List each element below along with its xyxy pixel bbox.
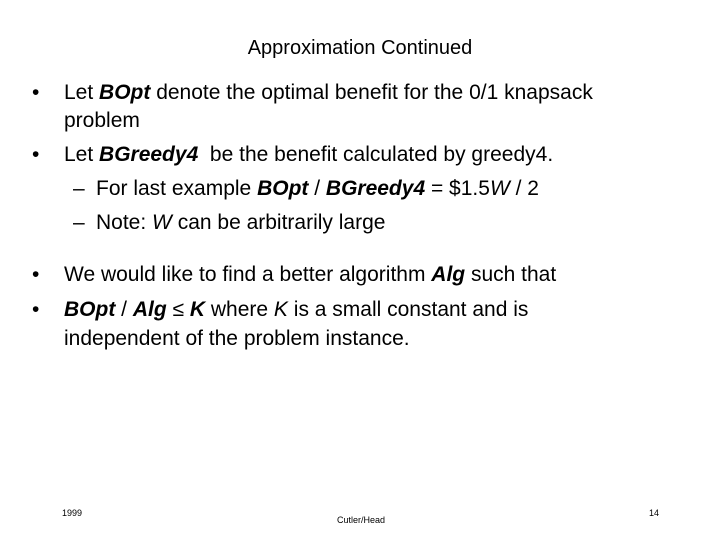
bullet-marker: • (32, 298, 40, 321)
page-number: 14 (649, 508, 660, 518)
bgreedy4-term: BGreedy4 (99, 143, 199, 166)
footer-authors: Cutler/Head (337, 515, 386, 525)
bullet-1-continuation: problem (64, 109, 140, 132)
bullet-4 (64, 297, 528, 323)
w-variable: W (152, 211, 172, 234)
bullet-marker: • (32, 143, 40, 166)
bullet-1-pre: Let (64, 81, 100, 104)
w-variable: W (489, 177, 510, 200)
sub-bullet-1-post1: = $1.5 (425, 177, 490, 200)
sub-bullet-2-post: can be arbitrarily large (171, 211, 386, 234)
sub-bullet-2-pre: Note: (96, 211, 153, 234)
bullet-marker: • (32, 263, 40, 286)
bopt-term: BOpt (99, 81, 151, 104)
footer-year: 1999 (62, 508, 83, 518)
sub-bullet-1 (96, 176, 539, 202)
k-term: K (189, 298, 206, 321)
sub-bullet-2 (96, 210, 385, 236)
bullet-3-pre: We would like to find a better algorithm (64, 263, 432, 286)
bullet-2 (64, 142, 553, 168)
leq-symbol: ≤ (166, 298, 190, 321)
bullet-4-post1: where (205, 298, 274, 321)
bullet-1 (64, 80, 593, 106)
bgreedy4-term: BGreedy4 (325, 177, 426, 200)
bopt-term: BOpt (64, 298, 116, 321)
sub-bullet-dash: – (73, 211, 85, 234)
bullet-3 (64, 262, 556, 288)
alg-term: Alg (431, 263, 466, 286)
sub-bullet-1-pre: For last example (96, 177, 258, 200)
k-variable: K (273, 298, 288, 321)
bullet-1-post: denote the optimal benefit for the 0/1 knapsack (150, 81, 593, 104)
bullet-4-mid: / (115, 298, 133, 321)
bullet-2-pre: Let (64, 143, 100, 166)
slide-title: Approximation Continued (247, 37, 473, 59)
sub-bullet-dash: – (73, 177, 85, 200)
bopt-term: BOpt (257, 177, 309, 200)
bullet-3-post: such that (465, 263, 557, 286)
bullet-2-post: be the benefit calculated by greedy4. (198, 143, 554, 166)
alg-term: Alg (132, 298, 167, 321)
sub-bullet-1-post2: / 2 (509, 177, 539, 200)
bullet-marker: • (32, 81, 40, 104)
bullet-4-post2: is a small constant and is (287, 298, 529, 321)
sub-bullet-1-mid: / (308, 177, 326, 200)
bullet-4-continuation: independent of the problem instance. (64, 327, 410, 350)
